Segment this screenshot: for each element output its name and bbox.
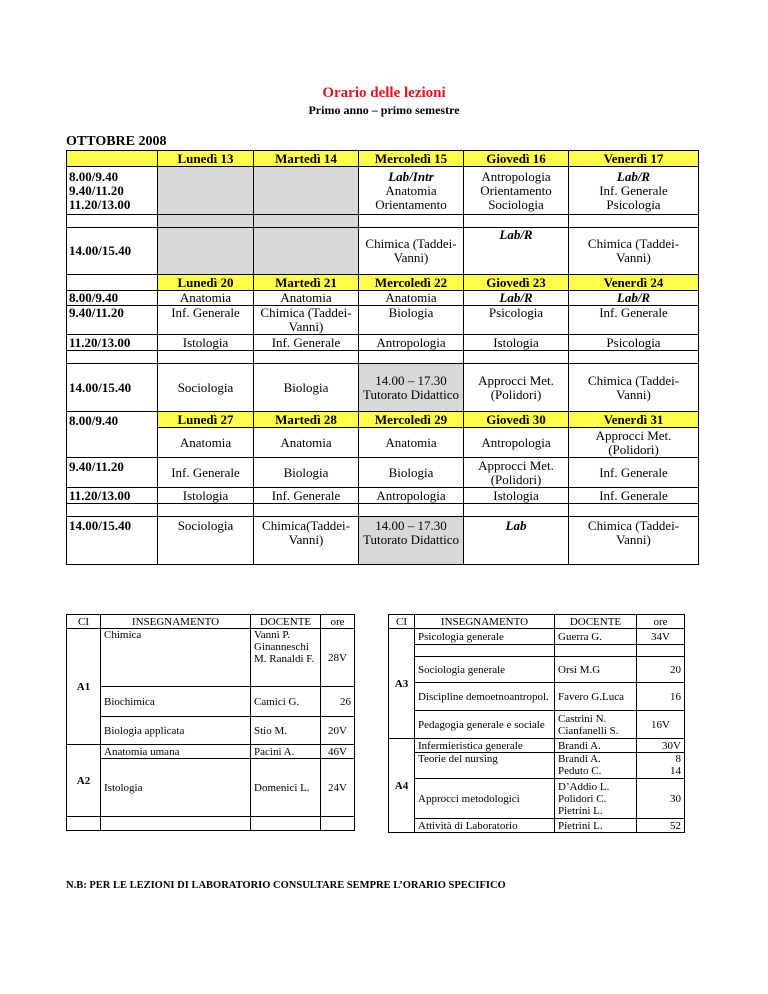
day-header: Venerdì 24 bbox=[569, 275, 699, 291]
course-teacher: Stio M. bbox=[251, 717, 321, 745]
day-header: Venerdì 31 bbox=[569, 412, 699, 428]
time-slot: 8.00/9.40 bbox=[67, 291, 158, 306]
time-slot: 8.00/9.40 bbox=[67, 412, 158, 458]
lesson-cell: Biologia bbox=[359, 306, 464, 335]
ci-label: A4 bbox=[389, 739, 415, 833]
course-name: Biologia applicata bbox=[101, 717, 251, 745]
lesson-cell: Psicologia bbox=[464, 306, 569, 335]
lesson-cell: Inf. Generale bbox=[569, 488, 699, 504]
week2-afternoon-row bbox=[67, 364, 699, 412]
lesson-cell: Anatomia bbox=[359, 291, 464, 306]
course-name: Sociologia generale bbox=[415, 657, 555, 683]
column-header: DOCENTE bbox=[251, 615, 321, 629]
column-header: INSEGNAMENTO bbox=[101, 615, 251, 629]
lesson-cell: Approcci Met.(Polidori) bbox=[464, 364, 569, 412]
lesson-cell: Sociologia bbox=[158, 364, 254, 412]
lesson-cell: Inf. Generale bbox=[158, 458, 254, 488]
lesson-cell: Chimica (Taddei-Vanni) bbox=[254, 306, 359, 335]
course-teacher: Castrini N. Cianfanelli S. bbox=[555, 711, 637, 739]
ci-label: A2 bbox=[67, 745, 101, 817]
lesson-cell: Antropologia bbox=[464, 428, 569, 458]
course-name: Discipline demoetnoantropol. bbox=[415, 683, 555, 711]
courses-table-right bbox=[388, 614, 685, 833]
lesson-cell: Chimica(Taddei-Vanni) bbox=[254, 517, 359, 565]
lesson-cell: Anatomia bbox=[359, 428, 464, 458]
course-hours: 46V bbox=[321, 745, 355, 759]
lesson-cell: Lab bbox=[464, 517, 569, 565]
course-name: Teorie del nursing bbox=[415, 753, 555, 779]
day-header: Martedì 21 bbox=[254, 275, 359, 291]
lesson-cell: Inf. Generale bbox=[569, 306, 699, 335]
page-subtitle: Primo anno – primo semestre bbox=[308, 103, 460, 117]
course-teacher: Favero G.Luca bbox=[555, 683, 637, 711]
lesson-cell: Inf. Generale bbox=[254, 488, 359, 504]
lesson-cell: Lab/R bbox=[569, 291, 699, 306]
day-header: Giovedì 16 bbox=[464, 151, 569, 167]
week3-header-row bbox=[67, 412, 699, 428]
lesson-cell: Antropologia Orientamento Sociologia bbox=[464, 167, 569, 215]
time-slot: 9.40/11.20 bbox=[67, 306, 158, 335]
day-header: Lunedì 20 bbox=[158, 275, 254, 291]
course-teacher: Brandi A. bbox=[558, 753, 601, 765]
empty-cell bbox=[158, 167, 254, 215]
lesson-cell: Biologia bbox=[254, 364, 359, 412]
lesson-cell: Chimica (Taddei-Vanni) bbox=[569, 517, 699, 565]
course-hours: 30V bbox=[637, 739, 685, 753]
lesson-cell: Anatomia bbox=[158, 291, 254, 306]
column-header: INSEGNAMENTO bbox=[415, 615, 555, 629]
course-name: Approcci metodologici bbox=[415, 779, 555, 819]
lesson-cell: Anatomia bbox=[254, 428, 359, 458]
lesson-cell: Lab/R bbox=[464, 228, 569, 275]
course-name: Anatomia umana bbox=[101, 745, 251, 759]
week2-header-row bbox=[67, 275, 699, 291]
column-header: ore bbox=[637, 615, 685, 629]
course-hours: 20 bbox=[637, 657, 685, 683]
course-name: Biochimica bbox=[101, 687, 251, 717]
lesson-cell: 14.00 – 17.30 Tutorato Didattico bbox=[359, 517, 464, 565]
course-teacher: Vanni P. Ginanneschi M. Ranaldi F. bbox=[251, 629, 321, 687]
week3-afternoon-row bbox=[67, 517, 699, 565]
lesson-cell: Biologia bbox=[254, 458, 359, 488]
course-name: Pedagogia generale e sociale bbox=[415, 711, 555, 739]
schedule-table bbox=[66, 150, 699, 565]
lesson-cell: Istologia bbox=[464, 488, 569, 504]
course-teacher: Brandi A. bbox=[555, 739, 637, 753]
lesson-cell: Chimica (Taddei-Vanni) bbox=[359, 228, 464, 275]
time-slot: 14.00/15.40 bbox=[67, 517, 158, 565]
course-name: Infermieristica generale bbox=[415, 739, 555, 753]
lesson-cell: Inf. Generale bbox=[158, 306, 254, 335]
course-hours: 16 bbox=[637, 683, 685, 711]
course-name: Psicologia generale bbox=[415, 629, 555, 645]
lesson-cell: Chimica (Taddei-Vanni) bbox=[569, 228, 699, 275]
course-hours: 34V bbox=[637, 629, 685, 645]
course-name: Chimica bbox=[101, 629, 251, 687]
course-teacher: Guerra G. bbox=[555, 629, 637, 645]
lesson-cell: Chimica (Taddei-Vanni) bbox=[569, 364, 699, 412]
course-name: Istologia bbox=[101, 759, 251, 817]
footer-note: N.B: PER LE LEZIONI DI LABORATORIO CONSULTARE SEMPRE L’ORARIO SPECIFICO bbox=[66, 880, 506, 891]
column-header: CI bbox=[389, 615, 415, 629]
course-teacher: Pacini A. bbox=[251, 745, 321, 759]
day-header: Lunedì 13 bbox=[158, 151, 254, 167]
lesson-cell: Lab/R Inf. Generale Psicologia bbox=[569, 167, 699, 215]
course-teacher: Pietrini L. bbox=[555, 819, 637, 833]
column-header: DOCENTE bbox=[555, 615, 637, 629]
column-header: ore bbox=[321, 615, 355, 629]
time-slot: 11.20/13.00 bbox=[67, 335, 158, 351]
week1-morning-row bbox=[67, 167, 699, 215]
day-header: Mercoledì 29 bbox=[359, 412, 464, 428]
lesson-cell: Antropologia bbox=[359, 335, 464, 351]
lesson-cell: Psicologia bbox=[569, 335, 699, 351]
lesson-cell: Approcci Met.(Polidori) bbox=[569, 428, 699, 458]
lesson-cell: Anatomia bbox=[158, 428, 254, 458]
day-header: Giovedì 30 bbox=[464, 412, 569, 428]
empty-cell bbox=[254, 167, 359, 215]
week1-header-row bbox=[67, 151, 699, 167]
ci-label: A1 bbox=[67, 629, 101, 745]
course-hours: 28V bbox=[321, 629, 355, 687]
time-slot: 9.40/11.20 bbox=[67, 458, 158, 488]
course-hours: 52 bbox=[637, 819, 685, 833]
lesson-cell: 14.00 – 17.30 Tutorato Didattico bbox=[359, 364, 464, 412]
lesson-cell: Inf. Generale bbox=[254, 335, 359, 351]
course-hours: 8 bbox=[675, 753, 681, 765]
course-name: Attività di Laboratorio bbox=[415, 819, 555, 833]
time-slot: 14.00/15.40 bbox=[67, 364, 158, 412]
lesson-cell: Biologia bbox=[359, 458, 464, 488]
day-header: Lunedì 27 bbox=[158, 412, 254, 428]
course-hours: 20V bbox=[321, 717, 355, 745]
course-hours: 16V bbox=[637, 711, 685, 739]
day-header: Mercoledì 22 bbox=[359, 275, 464, 291]
day-header: Giovedì 23 bbox=[464, 275, 569, 291]
courses-table-left bbox=[66, 614, 355, 831]
lesson-cell: Istologia bbox=[158, 335, 254, 351]
course-teacher: Camici G. bbox=[251, 687, 321, 717]
day-header: Mercoledì 15 bbox=[359, 151, 464, 167]
time-slot: 14.00/15.40 bbox=[67, 228, 158, 275]
lesson-cell: Anatomia bbox=[254, 291, 359, 306]
time-slot: 11.20/13.00 bbox=[67, 488, 158, 504]
lesson-cell: Istologia bbox=[464, 335, 569, 351]
course-hours: 14 bbox=[670, 765, 681, 777]
course-teacher: Domenici L. bbox=[251, 759, 321, 817]
course-hours: 24V bbox=[321, 759, 355, 817]
course-teacher: Orsi M.G bbox=[555, 657, 637, 683]
lesson-cell: Antropologia bbox=[359, 488, 464, 504]
lesson-cell: Inf. Generale bbox=[569, 458, 699, 488]
lesson-cell: Lab/Intr Anatomia Orientamento bbox=[359, 167, 464, 215]
day-header: Martedì 28 bbox=[254, 412, 359, 428]
month-heading: OTTOBRE 2008 bbox=[66, 134, 167, 149]
time-slot-list: 8.00/9.40 9.40/11.20 11.20/13.00 bbox=[67, 167, 158, 215]
course-teacher: Peduto C. bbox=[558, 765, 602, 777]
lesson-cell: Approcci Met.(Polidori) bbox=[464, 458, 569, 488]
lesson-cell: Lab/R bbox=[464, 291, 569, 306]
ci-label: A3 bbox=[389, 629, 415, 739]
week1-afternoon-row bbox=[67, 228, 699, 275]
course-teacher: D’Addio L. Polidori C. Pietrini L. bbox=[555, 779, 637, 819]
page-title: Orario delle lezioni bbox=[322, 85, 446, 101]
lesson-cell: Sociologia bbox=[158, 517, 254, 565]
day-header: Venerdì 17 bbox=[569, 151, 699, 167]
lesson-cell: Istologia bbox=[158, 488, 254, 504]
course-hours: 26 bbox=[321, 687, 355, 717]
column-header: CI bbox=[67, 615, 101, 629]
day-header: Martedì 14 bbox=[254, 151, 359, 167]
course-hours: 30 bbox=[637, 779, 685, 819]
